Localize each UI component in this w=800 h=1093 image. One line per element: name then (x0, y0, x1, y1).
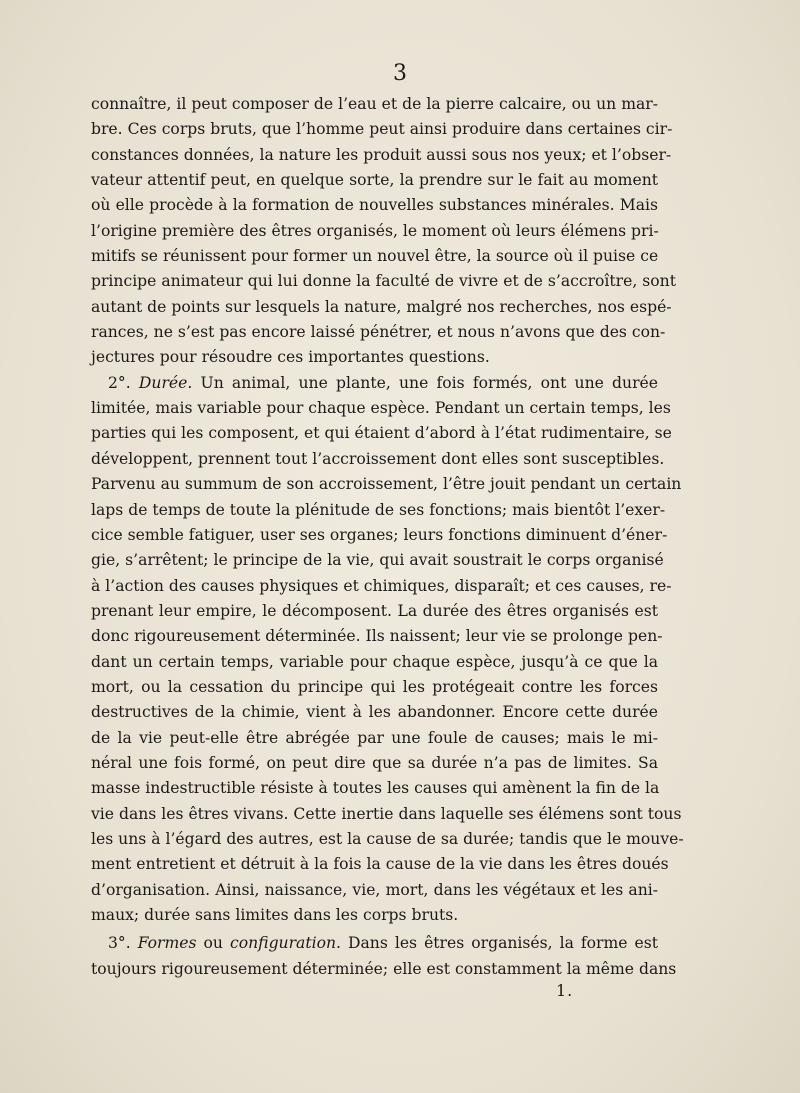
text-line: bre. Ces corps bruts, que l’homme peut ainsi produire dans certaines cir- (91, 120, 673, 139)
text-line: mitifs se réunissent pour former un nouvel être, la source où il puise ce (91, 247, 659, 266)
text-line: vie dans les êtres vivans. Cette inertie dans laquelle ses élémens sont tous (91, 804, 682, 823)
text-body (91, 92, 684, 982)
paragraph-continuation (91, 92, 676, 371)
section-title: Durée. (138, 373, 193, 392)
text-line: jectures pour résoudre ces importantes questions. (91, 348, 490, 367)
text-line: maux; durée sans limites dans les corps bruts. (91, 906, 459, 924)
text-line: laps de temps de toute la plénitude de ses fonctions; mais bientôt l’exer- (91, 500, 666, 519)
text-line: Un animal, une plante, une fois formés, ont une durée (200, 373, 658, 392)
text-line: toujours rigoureusement déterminée; elle est constamment la même dans (91, 959, 677, 978)
text-line: dant un certain temps, variable pour chaque espèce, jusqu’à ce que la (91, 652, 658, 671)
paragraph-duree (91, 371, 684, 929)
section-number: 3°. (108, 934, 131, 953)
signature-mark: 1. (556, 981, 574, 1000)
text-line: vateur attentif peut, en quelque sorte, la prendre sur le fait au moment (91, 171, 658, 190)
text-line: parties qui les composent, et qui étaient d’abord à l’état rudimentaire, se (91, 424, 672, 443)
text-line: masse indestructible résiste à toutes les causes qui amènent la fin de la (91, 779, 660, 798)
text-line: de la vie peut-elle être abrégée par une foule de causes; mais le mi- (91, 728, 658, 747)
text-line: rances, ne s’est pas encore laissé pénétrer, et nous n’avons que des con- (91, 323, 666, 342)
text-line: l’origine première des êtres organisés, le moment où leurs élémens pri- (91, 221, 659, 240)
text-line: néral une fois formé, on peut dire que sa durée n’a pas de limites. Sa (91, 753, 658, 772)
section-title-joiner: ou (203, 934, 223, 953)
text-line: donc rigoureusement déterminée. Ils naissent; leur vie se prolonge pen- (91, 627, 663, 646)
text-line: gie, s’arrêtent; le principe de la vie, qui avait soustrait le corps organisé (91, 551, 664, 570)
text-line: à l’action des causes physiques et chimiques, disparaît; et ces causes, re- (91, 576, 672, 595)
paragraph-formes (91, 931, 677, 982)
text-line: autant de points sur lesquels la nature, malgré nos recherches, nos espé- (91, 297, 672, 316)
text-line: prenant leur empire, le décomposent. La durée des êtres organisés est (91, 601, 658, 620)
section-title: Formes (137, 934, 197, 953)
page-number: 3 (393, 61, 407, 86)
text-line: destructives de la chimie, vient à les abandonner. Encore cette durée (91, 703, 658, 722)
text-line: les uns à l’égard des autres, est la cause de sa durée; tandis que le mouve- (91, 829, 684, 848)
text-line: Dans les êtres organisés, la forme est (348, 934, 658, 953)
paragraph-lead-line (91, 371, 658, 396)
text-line: développent, prennent tout l’accroissement dont elles sont susceptibles. (91, 449, 665, 468)
paragraph-lead-line (91, 931, 658, 956)
text-line: d’organisation. Ainsi, naissance, vie, mort, dans les végétaux et les ani- (91, 880, 658, 899)
text-line: connaître, il peut composer de l’eau et de la pierre calcaire, ou un mar- (91, 95, 658, 113)
text-line: constances données, la nature les produit aussi sous nos yeux; et l’obser- (91, 145, 672, 164)
text-line: ment entretient et détruit à la fois la cause de la vie dans les êtres doués (91, 855, 669, 874)
section-title-alt: configuration. (230, 934, 341, 953)
text-line: cice semble fatiguer, user ses organes; leurs fonctions diminuent d’éner- (91, 525, 668, 544)
text-line: mort, ou la cessation du principe qui les protégeait contre les forces (91, 677, 658, 696)
text-line: principe animateur qui lui donne la faculté de vivre et de s’accroître, sont (91, 272, 676, 291)
text-line: limitée, mais variable pour chaque espèce. Pendant un certain temps, les (91, 399, 671, 418)
text-line: où elle procède à la formation de nouvelles substances minérales. Mais (91, 196, 658, 215)
section-number: 2°. (108, 373, 131, 392)
text-line: Parvenu au summum de son accroissement, l’être jouit pendant un certain (91, 475, 682, 494)
